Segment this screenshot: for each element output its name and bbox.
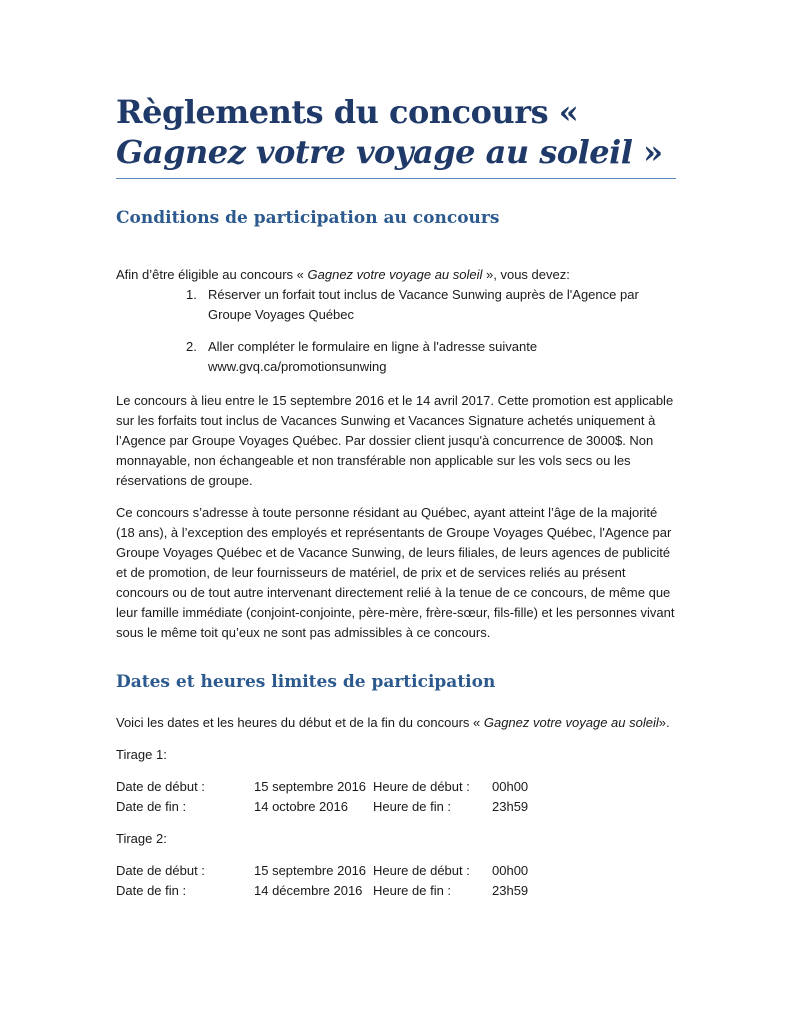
steps-list <box>116 285 676 377</box>
intro-before: Afin d’être éligible au concours « <box>116 267 308 282</box>
table-row <box>116 797 552 817</box>
paragraph-eligibility: Ce concours s’adresse à toute personne résidant au Québec, ayant atteint l’âge de la majorité (18 ans), à l’exception des employés et représentants de Groupe Voyages Québec, l'Agence par Groupe Voyages Québec et de Vacance Sunwing, de leurs filiales, de leurs agences de publicité et de promotion, de leur fournisseurs de matériel, de prix et de services reliés au présent concours ou de tout autre intervenant directement relié à la tenue de ce concours, de même que leur famille immédiate (conjoint-conjointe, père-mère, frère-sœur, fils-fille) et les personnes vivant sous le même toit qu’eux ne sont pas admissibles à ce concours. <box>116 505 675 640</box>
title-part3: » <box>632 133 663 171</box>
dates-intro-contest-name: Gagnez votre voyage au soleil <box>483 715 659 730</box>
time-value: 00h00 <box>492 779 529 794</box>
table-row <box>116 881 552 901</box>
date-label: Date de fin : <box>116 799 187 814</box>
list-item <box>116 285 676 325</box>
time-value: 23h59 <box>492 799 529 814</box>
time-label: Heure de début : <box>373 779 470 794</box>
step-text: Aller compléter le formulaire en ligne à l'adresse suivante www.gvq.ca/promotionsunwing <box>208 339 538 374</box>
date-value: 14 octobre 2016 <box>254 799 348 814</box>
step-number: 1. <box>186 287 197 302</box>
draw-dates-table <box>116 777 552 817</box>
date-label: Date de fin : <box>116 883 187 898</box>
date-value: 15 septembre 2016 <box>254 863 367 878</box>
intro-contest-name: Gagnez votre voyage au soleil <box>307 267 483 282</box>
document-body <box>116 92 676 901</box>
title-part1: Règlements du concours « <box>116 93 579 131</box>
dates-intro-before: Voici les dates et les heures du début et de la fin du concours « <box>116 715 484 730</box>
draw-dates-table <box>116 861 552 901</box>
step-number: 2. <box>186 339 197 354</box>
time-label: Heure de fin : <box>373 799 452 814</box>
list-item <box>116 337 676 377</box>
section-heading-conditions: Conditions de participation au concours <box>116 208 500 228</box>
paragraph-period-terms: Le concours à lieu entre le 15 septembre 2016 et le 14 avril 2017. Cette promotion est applicable sur les forfaits tout inclus de Vacances Sunwing et Vacances Signature achetés uniquement à l’Agence par Groupe Voyages Québec. Par dossier client jusqu'à concurrence de 3000$. Non monnayable, non échangeable et non transférable non applicable sur les vols secs ou les réservations de groupe. <box>116 393 674 488</box>
section-heading-dates: Dates et heures limites de participation <box>116 672 496 692</box>
date-label: Date de début : <box>116 779 205 794</box>
time-label: Heure de fin : <box>373 883 452 898</box>
date-value: 15 septembre 2016 <box>254 779 367 794</box>
time-value: 00h00 <box>492 863 529 878</box>
conditions-intro <box>116 265 676 285</box>
date-value: 14 décembre 2016 <box>254 883 363 898</box>
draw-label: Tirage 1: <box>116 747 167 762</box>
title-contest-name: Gagnez votre voyage au soleil <box>116 133 633 171</box>
dates-intro <box>116 713 676 733</box>
date-label: Date de début : <box>116 863 205 878</box>
table-row <box>116 777 552 797</box>
draw-label: Tirage 2: <box>116 831 167 846</box>
intro-after: », vous devez: <box>482 267 570 282</box>
table-row <box>116 861 552 881</box>
step-text: Réserver un forfait tout inclus de Vacance Sunwing auprès de l'Agence par Groupe Voyages Québec <box>208 287 639 322</box>
time-value: 23h59 <box>492 883 529 898</box>
dates-intro-after: ». <box>658 715 670 730</box>
document-title <box>116 92 676 179</box>
time-label: Heure de début : <box>373 863 470 878</box>
